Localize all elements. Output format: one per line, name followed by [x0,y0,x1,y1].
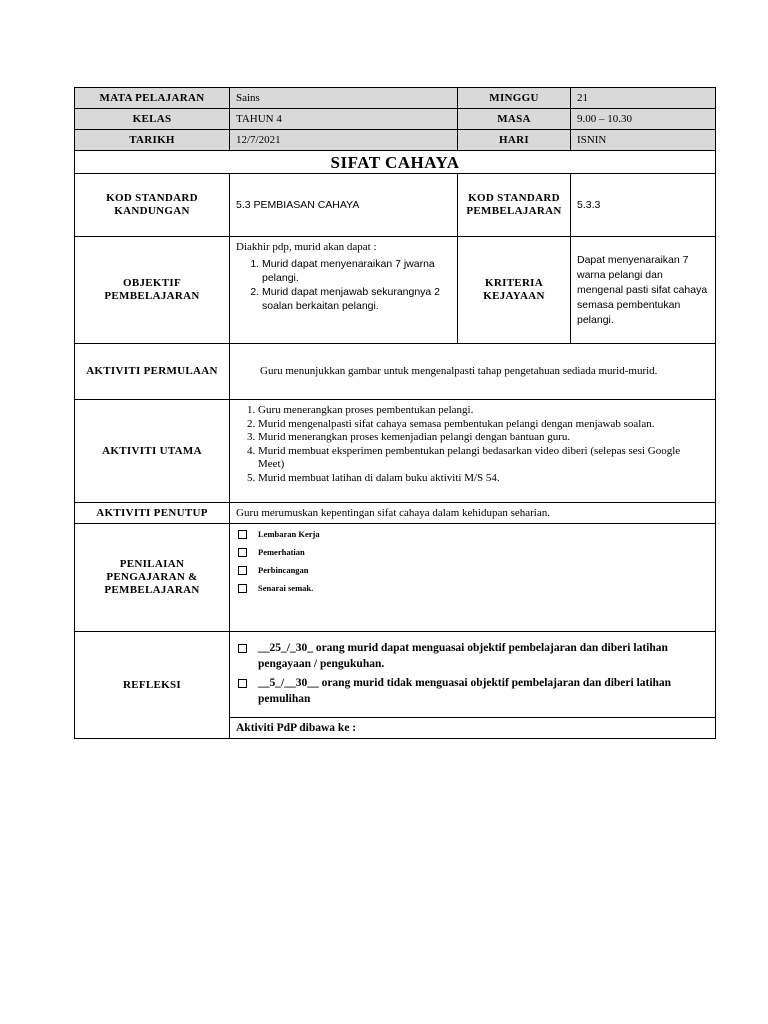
main-activity-label: AKTIVITI UTAMA [75,400,230,503]
closing-activity-text: Guru merumuskan kepentingan sifat cahaya dalam kehidupan seharian. [230,503,716,524]
success-criteria-value: Dapat menyenaraikan 7 warna pelangi dan mengenal pasti sifat cahaya semasa pembentukan pelangi. [571,237,716,344]
time-label: MASA [458,109,571,130]
class-label: KELAS [75,109,230,130]
objective-intro: Diakhir pdp, murid akan dapat : [236,241,377,253]
closing-activity-row [75,503,716,524]
subject-value: Sains [230,88,458,109]
reflection-cell [230,632,716,718]
reflection-item: __25_/_30_ orang murid dapat menguasai objektif pembelajaran dan diberi latihan pengayaan / pengukuhan. [236,640,709,672]
main-activity-item: 5. Murid membuat latihan di dalam buku aktiviti M/S 54. [258,472,709,486]
main-activity-item: 4. Murid membuat eksperimen pembentukan pelangi bedasarkan video diberi (selepas sesi Google Meet) [258,445,709,472]
day-value: ISNIN [571,130,716,151]
assessment-row [75,524,716,632]
objective-list [236,257,451,313]
reflection-item: __5_/__30__ orang murid tidak menguasai objektif pembelajaran dan diberi latihan pemulihan [236,675,709,707]
assessment-item: Senarai semak. [236,579,709,597]
assessment-item: Perbincangan [236,561,709,579]
reflection-list [236,640,709,707]
day-label: HARI [458,130,571,151]
reflection-row [75,632,716,718]
assessment-cell [230,524,716,632]
assessment-item: Pemerhatian [236,543,709,561]
main-activity-item: 1. Guru menerangkan proses pembentukan pelangi. [258,404,709,418]
header-row-subject [75,88,716,109]
assessment-item: Lembaran Kerja [236,525,709,543]
checkbox-icon [238,679,247,688]
main-activity-item: 3. Murid menerangkan proses kemenjadian pelangi dengan bantuan guru. [258,431,709,445]
reflection-label: REFLEKSI [75,632,230,739]
main-activity-item: 2. Murid mengenalpasti sifat cahaya semasa pembentukan pelangi dengan menjawab soalan. [258,418,709,432]
checkbox-icon [238,548,247,557]
subject-label: MATA PELAJARAN [75,88,230,109]
opening-activity-row [75,344,716,400]
main-activity-cell [230,400,716,503]
objective-cell [230,237,458,344]
main-activity-row [75,400,716,503]
date-value: 12/7/2021 [230,130,458,151]
checkbox-icon [238,530,247,539]
checkbox-icon [238,566,247,575]
content-standard-value: 5.3 PEMBIASAN CAHAYA [230,174,458,237]
objective-item: 1. Murid dapat menyenaraikan 7 jwarna pelangi. [262,257,451,285]
opening-activity-label: AKTIVITI PERMULAAN [75,344,230,400]
main-activity-list [236,404,709,485]
assessment-list [236,525,709,597]
time-value: 9.00 – 10.30 [571,109,716,130]
success-criteria-label: KRITERIA KEJAYAAN [458,237,571,344]
header-row-class [75,109,716,130]
lesson-plan-table [74,87,716,739]
date-label: TARIKH [75,130,230,151]
checkbox-icon [238,644,247,653]
header-row-date [75,130,716,151]
opening-activity-text: Guru menunjukkan gambar untuk mengenalpasti tahap pengetahuan sediada murid-murid. [230,344,716,400]
week-label: MINGGU [458,88,571,109]
learning-standard-label: KOD STANDARD PEMBELAJARAN [458,174,571,237]
lesson-title: SIFAT CAHAYA [75,151,716,174]
title-row [75,151,716,174]
standard-row [75,174,716,237]
class-value: TAHUN 4 [230,109,458,130]
assessment-label: PENILAIAN PENGAJARAN & PEMBELAJARAN [75,524,230,632]
checkbox-icon [238,584,247,593]
content-standard-label: KOD STANDARD KANDUNGAN [75,174,230,237]
objective-row [75,237,716,344]
closing-activity-label: AKTIVITI PENUTUP [75,503,230,524]
week-value: 21 [571,88,716,109]
objective-label: OBJEKTIF PEMBELAJARAN [75,237,230,344]
objective-item: 2. Murid dapat menjawab sekurangnya 2 soalan berkaitan pelangi. [262,285,451,313]
lesson-plan-sheet [74,87,715,739]
carry-over-text: Aktiviti PdP dibawa ke : [230,718,716,739]
learning-standard-value: 5.3.3 [571,174,716,237]
